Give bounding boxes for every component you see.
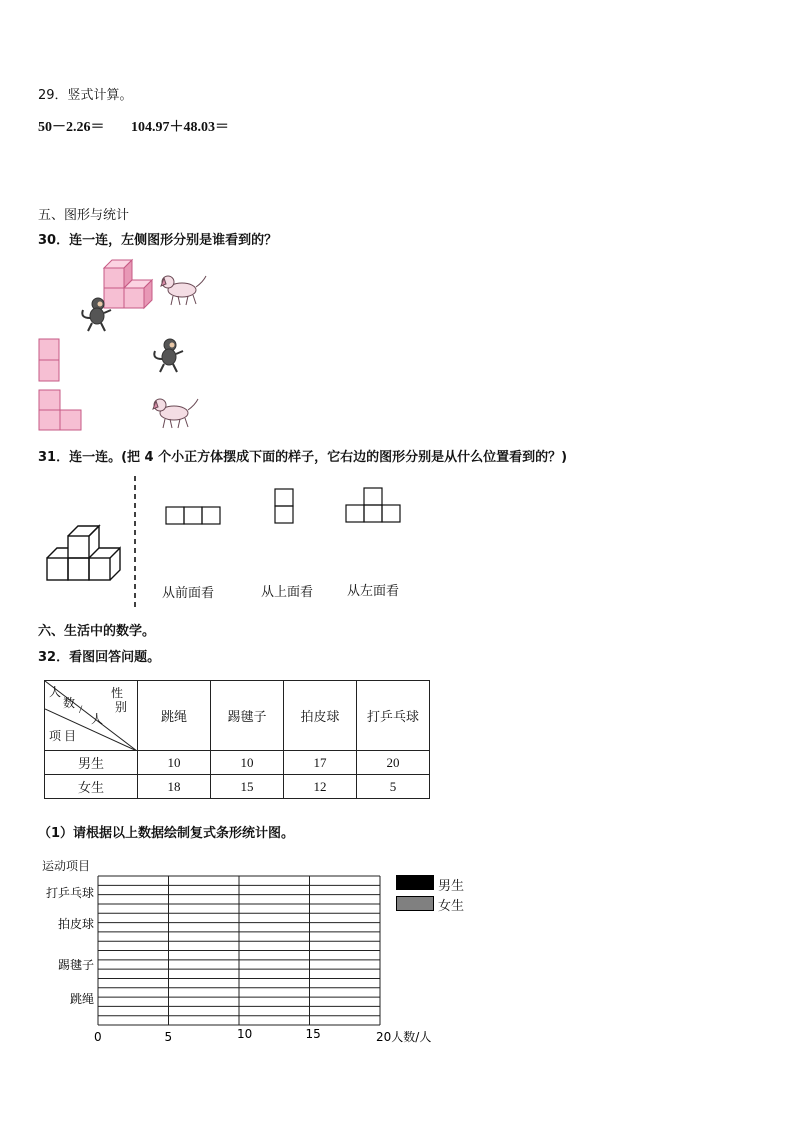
- table-corner-header: [45, 681, 138, 751]
- x-tick-label: 5: [164, 1030, 173, 1044]
- corner-item: 项 目: [49, 729, 77, 743]
- q31-label-top: 从上面看: [261, 585, 314, 600]
- q31-view-left: [344, 486, 404, 526]
- table-cell: 20: [357, 751, 430, 775]
- q31-title: 31．连一连。(把 4 个小正方体摆成下面的样子，它右边的图形分别是从什么位置看到的？): [38, 450, 568, 465]
- table-cell: 5: [357, 775, 430, 799]
- q31-cube-arrangement: [44, 522, 128, 584]
- table-row: [45, 775, 430, 799]
- x-tick-label: 0: [94, 1030, 102, 1044]
- dog-icon: [158, 272, 208, 308]
- q31-view-top: [273, 487, 297, 527]
- x-tick-label: 20人数/人: [376, 1030, 432, 1044]
- y-category-label: 踢毽子: [57, 958, 94, 972]
- y-category-label: 打乒乓球: [45, 886, 94, 900]
- dashed-separator: [132, 476, 138, 608]
- blank-bar-chart: [30, 868, 450, 1050]
- monkey-icon: [78, 296, 114, 334]
- table-cell: 10: [211, 751, 284, 775]
- y-category-label: 跳绳: [69, 992, 94, 1006]
- monkey-icon: [150, 337, 186, 375]
- legend-swatch-boys: [396, 875, 434, 890]
- col-header: 踢毽子: [211, 681, 284, 751]
- q32-data-table: [44, 680, 430, 799]
- x-tick-label: 10: [237, 1027, 253, 1041]
- chart-y-title: 运动项目: [42, 859, 91, 873]
- legend-label-girls: 女生: [438, 899, 465, 914]
- q29-expr2: 104.97＋48.03＝: [131, 120, 229, 135]
- y-category-label: 拍皮球: [57, 917, 94, 931]
- section6-title: 六、生活中的数学。: [38, 624, 156, 639]
- row-label: 女生: [45, 775, 138, 799]
- col-header: 跳绳: [138, 681, 211, 751]
- col-header: 拍皮球: [284, 681, 357, 751]
- q31-view-front: [164, 505, 224, 527]
- q29-expr1: 50－2.26＝: [38, 120, 105, 135]
- section5-title: 五、图形与统计: [38, 208, 130, 223]
- corner-person: 人: [91, 712, 104, 726]
- corner-count: 数: [63, 696, 76, 710]
- corner-slash: /: [79, 702, 83, 716]
- corner-people: 人: [49, 685, 62, 699]
- row-label: 男生: [45, 751, 138, 775]
- q31-label-left: 从左面看: [347, 584, 400, 599]
- corner-bie: 别: [115, 700, 128, 714]
- q29-title: 29．竖式计算。: [38, 88, 133, 103]
- q30-view-l-shape: [38, 389, 84, 435]
- q31-label-front: 从前面看: [162, 586, 215, 601]
- q32-title: 32．看图回答问题。: [38, 650, 161, 665]
- table-cell: 10: [138, 751, 211, 775]
- legend-label-boys: 男生: [438, 879, 465, 894]
- q30-view-two-stack: [38, 338, 62, 384]
- col-header: 打乒乓球: [357, 681, 430, 751]
- table-cell: 12: [284, 775, 357, 799]
- dog-icon: [150, 395, 200, 431]
- q32-sub1: （1）请根据以上数据绘制复式条形统计图。: [38, 826, 295, 841]
- table-cell: 15: [211, 775, 284, 799]
- x-tick-label: 15: [305, 1027, 321, 1041]
- table-row: [45, 751, 430, 775]
- table-cell: 18: [138, 775, 211, 799]
- table-cell: 17: [284, 751, 357, 775]
- legend-swatch-girls: [396, 896, 434, 911]
- q30-title: 30．连一连，左侧图形分别是谁看到的？: [38, 233, 278, 248]
- corner-gender: 性: [111, 686, 124, 700]
